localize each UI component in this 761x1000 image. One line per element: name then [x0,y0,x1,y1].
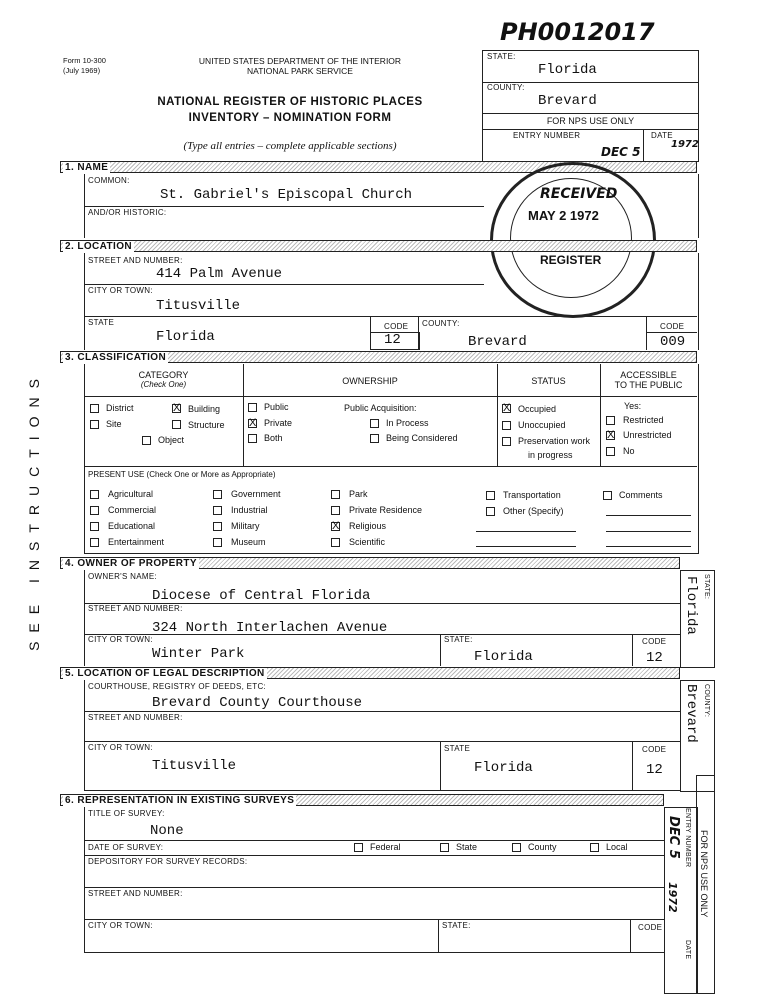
courthouse-label: COURTHOUSE, REGISTRY OF DEEDS, ETC: [88,682,267,691]
both-checkbox[interactable] [248,434,257,443]
owner-city: Winter Park [152,646,245,662]
legal-code-label: CODE [642,745,667,754]
being-considered-checkbox[interactable] [370,434,379,443]
county-label2: COUNTY: [422,319,460,328]
location-state: Florida [156,329,215,345]
local-checkbox[interactable] [590,843,599,852]
side-date-stamp: DEC 5 [666,816,681,859]
section1-header: 1. NAME [60,161,697,173]
federal-label: Federal [370,842,401,852]
preservation-label: Preservation work [518,436,591,446]
owner-name: Diocese of Central Florida [152,588,371,604]
legal-code: 12 [646,762,663,778]
instructions: (Type all entries – complete applicable sections) [183,140,397,152]
district-checkbox[interactable] [90,404,99,413]
object-checkbox[interactable] [142,436,151,445]
entry-number-label: ENTRY NUMBER [513,131,581,140]
agency-block [150,56,450,76]
location-county: Brevard [468,334,527,350]
in-progress-label: in progress [528,450,573,460]
use-industrial-label: Industrial [231,505,268,515]
form-title [120,94,460,126]
both-label: Both [264,433,283,443]
use-agricultural-label: Agricultural [108,489,154,499]
object-label: Object [158,435,185,445]
side-instructions: SEE INSTRUCTIONS [26,370,42,651]
stamp-register: REGISTER [540,253,602,267]
survey-title-label: TITLE OF SURVEY: [88,809,165,818]
category-header: CATEGORY (Check One) [138,370,189,389]
legal-state-label: STATE [444,744,471,753]
legal-street-label: STREET AND NUMBER: [88,713,183,722]
side-entry-label: ENTRY NUMBER [684,808,691,868]
use-educational-label: Educational [108,521,156,531]
public-checkbox[interactable] [248,403,257,412]
in-process-checkbox[interactable] [370,419,379,428]
private-checkbox[interactable]: X [249,417,257,429]
structure-checkbox[interactable] [172,420,181,429]
state-label2: STATE [88,318,115,327]
use-scientific-checkbox[interactable] [331,538,340,547]
header-state: Florida [538,62,597,78]
county-level-label: County [528,842,557,852]
use-scientific-label: Scientific [349,537,386,547]
common-name: St. Gabriel's Episcopal Church [160,187,413,203]
use-entertainment-label: Entertainment [108,537,165,547]
public-label: Public [264,402,289,412]
use-industrial-checkbox[interactable] [213,506,222,515]
location-city: Titusville [156,298,241,314]
section6-header: 6. REPRESENTATION IN EXISTING SURVEYS [60,794,664,806]
owner-city-label: CITY OR TOWN: [88,635,153,644]
use-comments-label: Comments [619,490,663,500]
side-nps-label: FOR NPS USE ONLY [699,830,709,918]
yes-label: Yes: [624,401,642,411]
location-county-code: 009 [660,334,686,350]
stamp-received: RECEIVED [540,186,618,202]
date-stamp: DEC 5 [601,145,641,159]
department: UNITED STATES DEPARTMENT OF THE INTERIOR [198,56,402,66]
side-state-label: STATE: [703,574,710,600]
use-comments-checkbox[interactable] [603,491,612,500]
use-religious-label: Religious [349,521,387,531]
depository-label: DEPOSITORY FOR SURVEY RECORDS: [88,857,248,866]
location-state-code: 12 [384,332,401,348]
form-title-line1: NATIONAL REGISTER OF HISTORIC PLACES [157,96,423,108]
unrestricted-label: Unrestricted [623,430,672,440]
federal-checkbox[interactable] [354,843,363,852]
survey-date-label: DATE OF SURVEY: [88,843,164,852]
owner-name-label: OWNER'S NAME: [88,572,157,581]
legal-city-label: CITY OR TOWN: [88,743,153,752]
status-header: STATUS [531,376,566,386]
use-private-residence-checkbox[interactable] [331,506,340,515]
nps-use-label: FOR NPS USE ONLY [546,116,635,126]
use-other-checkbox[interactable] [486,507,495,516]
owner-street-label: STREET AND NUMBER: [88,604,183,613]
public-acq-label: Public Acquisition: [344,403,417,413]
use-museum-checkbox[interactable] [213,538,222,547]
structure-label: Structure [188,420,225,430]
state-checkbox[interactable] [440,843,449,852]
survey-title: None [150,823,184,839]
district-label: District [106,403,134,413]
use-commercial-label: Commercial [108,505,157,515]
use-religious-checkbox[interactable]: X [332,520,340,532]
use-transportation-checkbox[interactable] [486,491,495,500]
legal-city: Titusville [152,758,237,774]
common-label: COMMON: [88,176,130,185]
handwritten-id: PH0012017 [500,18,655,46]
being-considered-label: Being Considered [386,433,458,443]
survey-code-label: CODE [638,923,663,932]
ownership-header: OWNERSHIP [342,376,398,386]
header-county: Brevard [538,93,597,109]
use-park-checkbox[interactable] [331,490,340,499]
present-use-label: PRESENT USE (Check One or More as Appropriate) [88,470,276,479]
private-label: Private [264,418,293,428]
owner-street: 324 North Interlachen Avenue [152,620,388,636]
owner-code: 12 [646,650,663,666]
city-label: CITY OR TOWN: [88,286,153,295]
date-label: DATE [651,131,673,140]
legal-state: Florida [474,760,533,776]
header-box [482,50,699,162]
no-label: No [623,446,635,456]
side-county: Brevard [683,684,699,743]
stamp-date: MAY 2 1972 [528,208,599,223]
use-government-checkbox[interactable] [213,490,222,499]
historic-label: AND/OR HISTORIC: [88,208,167,217]
use-educational-checkbox[interactable] [90,522,99,531]
unoccupied-label: Unoccupied [518,420,566,430]
year-stamp: 1972 [671,139,699,150]
owner-state-label: STATE: [444,635,473,644]
county-code-label: CODE [660,322,685,331]
building-checkbox[interactable]: X [173,402,181,414]
state-label: STATE: [487,52,516,61]
in-process-label: In Process [386,418,429,428]
side-date-label: DATE [684,940,691,960]
section3-header: 3. CLASSIFICATION [60,351,697,363]
unrestricted-checkbox[interactable]: X [607,429,615,441]
access-header: ACCESSIBLE TO THE PUBLIC [614,370,683,390]
site-checkbox[interactable] [90,420,99,429]
side-year-stamp: 1972 [666,882,679,913]
building-label: Building [188,404,221,414]
use-transportation-label: Transportation [503,490,561,500]
courthouse: Brevard County Courthouse [152,695,363,711]
survey-state-label: STATE: [442,921,471,930]
use-commercial-checkbox[interactable] [90,506,99,515]
side-state: Florida [683,576,699,635]
owner-code-label: CODE [642,637,667,646]
form-number: Form 10-300 [63,56,106,65]
use-private-residence-label: Private Residence [349,505,423,515]
survey-city-label: CITY OR TOWN: [88,921,153,930]
section2-header: 2. LOCATION [60,240,697,252]
occupied-checkbox[interactable]: X [503,402,511,414]
no-checkbox[interactable] [606,447,615,456]
agency: NATIONAL PARK SERVICE [247,66,353,76]
use-park-label: Park [349,489,368,499]
restricted-label: Restricted [623,415,664,425]
use-military-checkbox[interactable] [213,522,222,531]
use-agricultural-checkbox[interactable] [90,490,99,499]
county-label: COUNTY: [487,83,525,92]
location-street: 414 Palm Avenue [156,266,283,282]
unoccupied-checkbox[interactable] [502,421,511,430]
form-date: (July 1969) [63,66,101,75]
form-title-line2: INVENTORY – NOMINATION FORM [188,112,392,124]
form-number-block [63,56,106,76]
local-label: Local [606,842,628,852]
occupied-label: Occupied [518,404,557,414]
side-county-label: COUNTY: [703,684,710,718]
use-government-label: Government [231,489,281,499]
code-label: CODE [384,322,409,331]
county-checkbox[interactable] [512,843,521,852]
section4-header: 4. OWNER OF PROPERTY [60,557,680,569]
owner-state: Florida [474,649,533,665]
site-label: Site [106,419,122,429]
survey-street-label: STREET AND NUMBER: [88,889,183,898]
preservation-checkbox[interactable] [502,437,511,446]
use-museum-label: Museum [231,537,266,547]
use-entertainment-checkbox[interactable] [90,538,99,547]
restricted-checkbox[interactable] [606,416,615,425]
section3-box [84,364,699,554]
use-other-label: Other (Specify) [503,506,564,516]
use-military-label: Military [231,521,260,531]
street-label: STREET AND NUMBER: [88,256,183,265]
section5-header: 5. LOCATION OF LEGAL DESCRIPTION [60,667,680,679]
state-level-label: State [456,842,478,852]
